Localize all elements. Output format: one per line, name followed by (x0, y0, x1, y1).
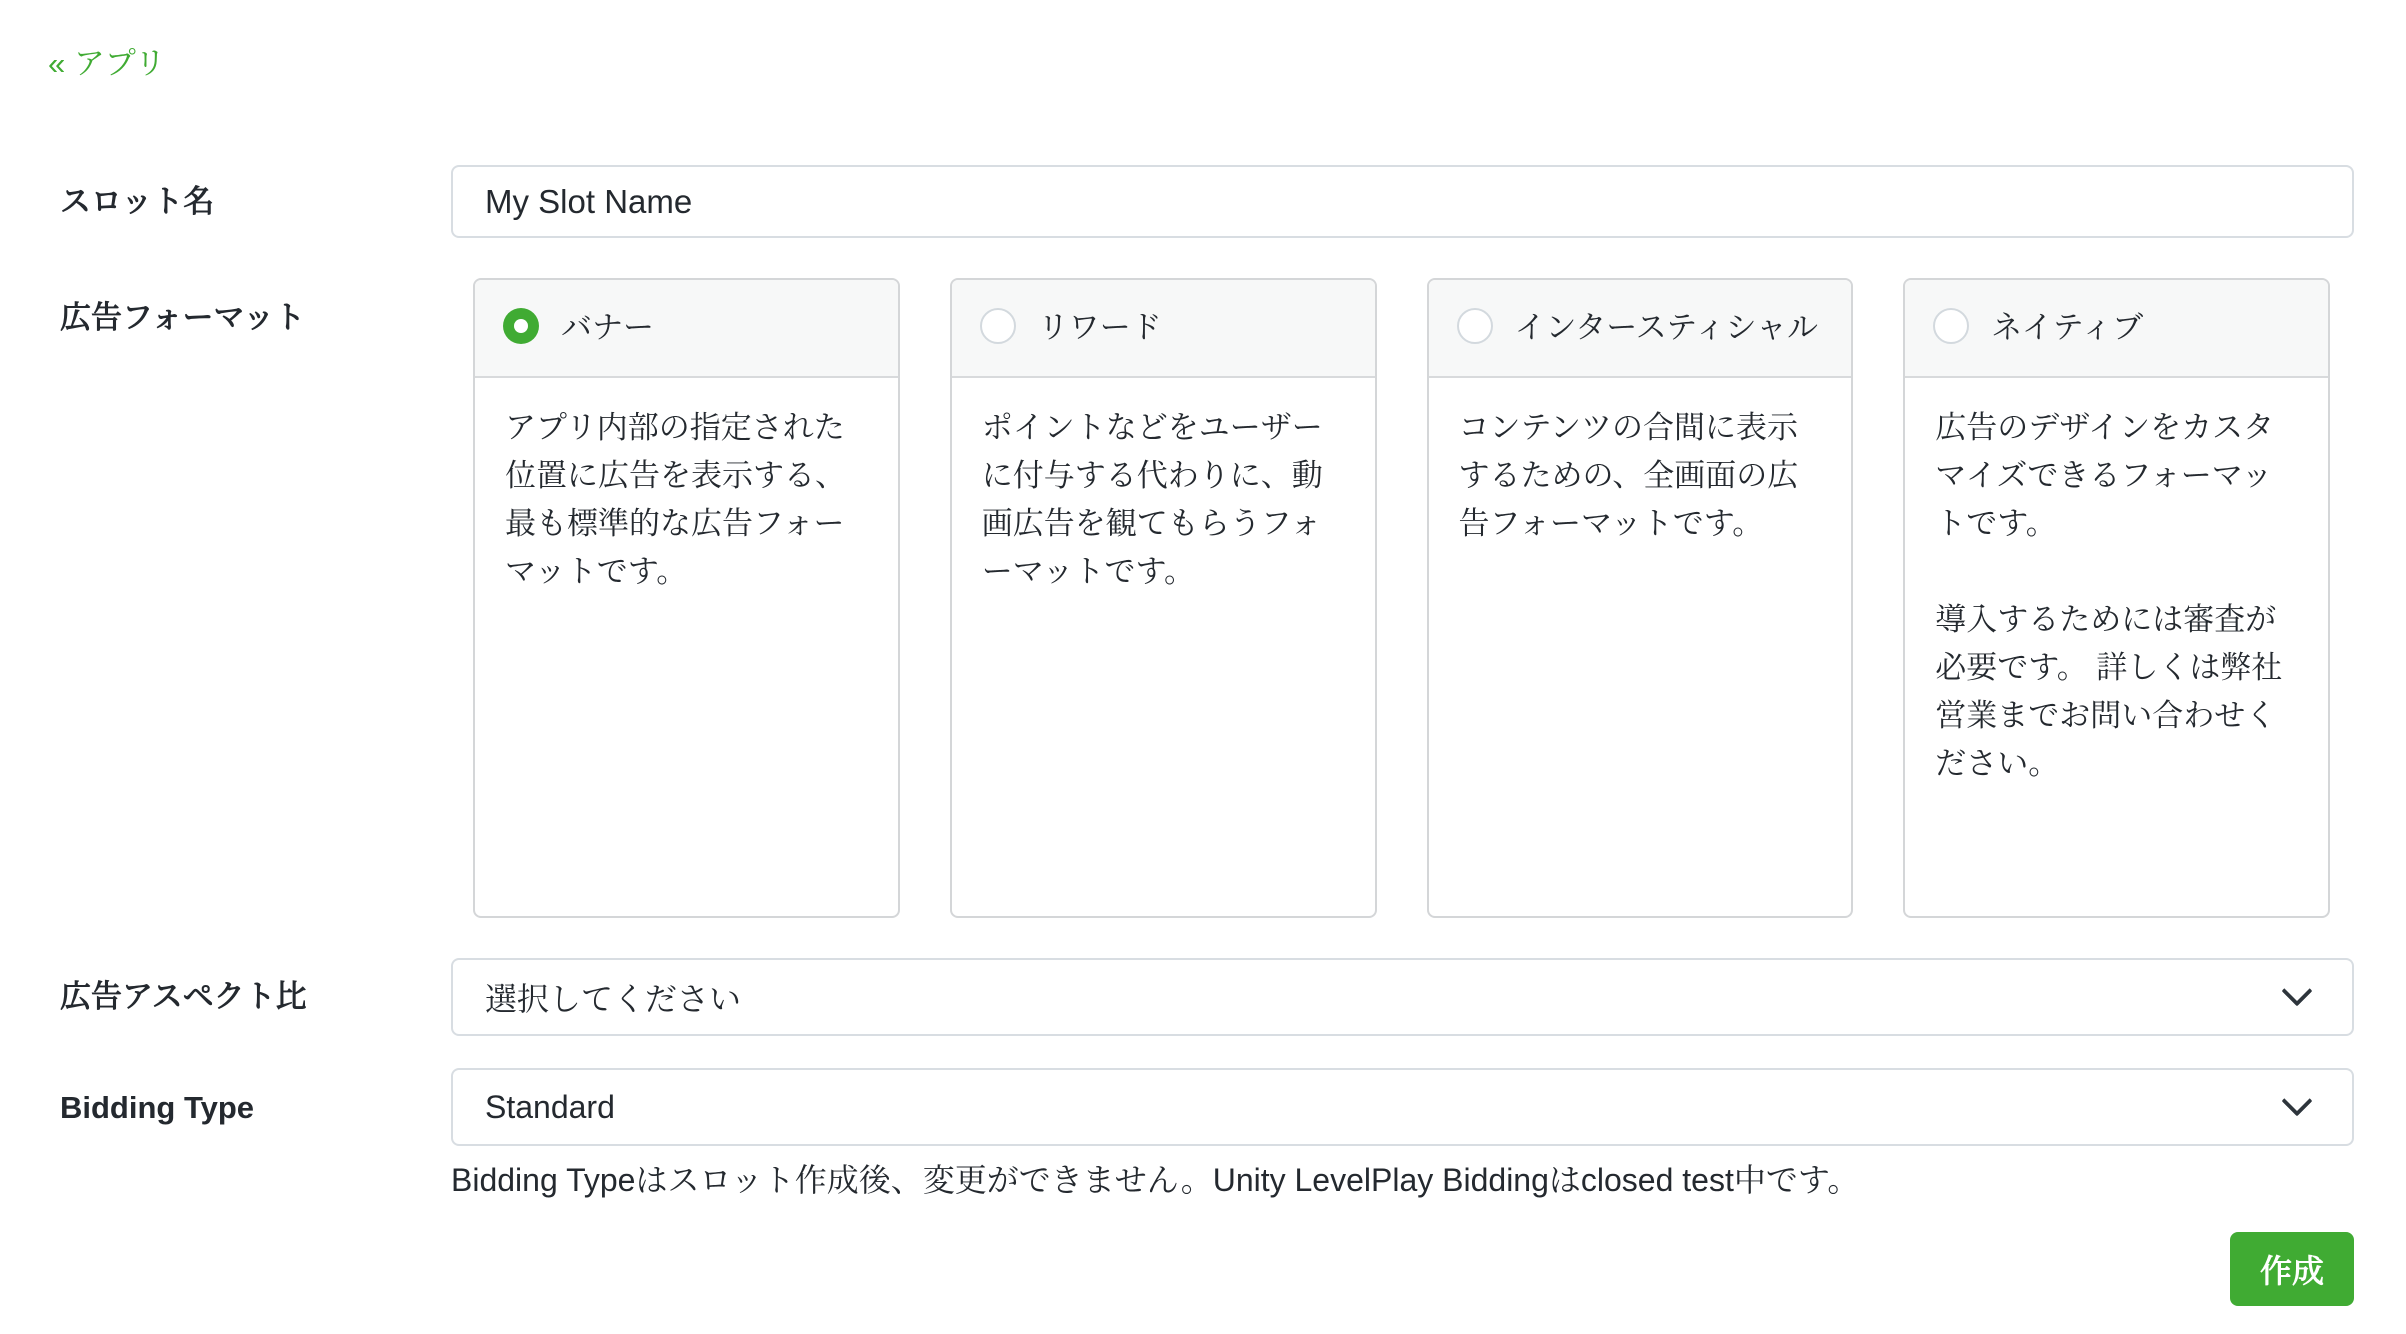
format-card-interstitial-title: インタースティシャル (1514, 310, 1818, 345)
aspect-ratio-row (0, 958, 2406, 1036)
ad-format-row (0, 278, 2406, 918)
format-card-banner-title: バナー (561, 310, 654, 345)
format-card-native-header[interactable] (1905, 280, 2328, 378)
form-actions (0, 1232, 2406, 1306)
bidding-type-selected-value: Standard (485, 1088, 615, 1125)
bidding-type-select[interactable] (451, 1068, 2354, 1146)
ad-format-label: 広告フォーマット (60, 300, 306, 335)
slot-name-input[interactable] (451, 165, 2354, 238)
format-card-reward-description (952, 378, 1375, 622)
bidding-type-note: Bidding Typeはスロット作成後、変更ができません。Unity LevelPlay Biddingはclosed test中です。 (451, 1162, 1860, 1198)
radio-reward-icon[interactable] (980, 308, 1016, 344)
aspect-ratio-label: 広告アスペクト比 (60, 979, 307, 1014)
format-card-interstitial[interactable] (1427, 278, 1854, 918)
format-card-banner[interactable] (473, 278, 900, 918)
format-card-native-title: ネイティブ (1991, 310, 2144, 345)
aspect-ratio-selected-value: 選択してください (485, 981, 742, 1017)
bidding-type-row (0, 1068, 2406, 1202)
format-card-native-text-2: 導入するためには審査が必要です。 詳しくは弊社営業までお問い合わせください。 (1935, 602, 2283, 781)
slot-name-label: スロット名 (60, 183, 215, 219)
format-card-native[interactable] (1903, 278, 2330, 918)
format-card-reward-header[interactable] (952, 280, 1375, 378)
ad-format-cards (473, 278, 2330, 918)
slot-name-row (0, 165, 2406, 238)
format-card-native-description (1905, 378, 2328, 814)
format-card-banner-description (475, 378, 898, 622)
aspect-ratio-select[interactable] (451, 958, 2354, 1036)
format-card-reward[interactable] (950, 278, 1377, 918)
format-card-reward-title: リワード (1037, 310, 1162, 345)
radio-banner-icon[interactable] (503, 308, 539, 344)
format-card-banner-text: アプリ内部の指定された位置に広告を表示する、最も標準的な広告フォーマットです。 (505, 410, 846, 589)
radio-interstitial-icon[interactable] (1457, 308, 1493, 344)
format-card-banner-header[interactable] (475, 280, 898, 378)
format-card-interstitial-description (1429, 378, 1852, 574)
create-button[interactable]: 作成 (2230, 1232, 2354, 1306)
format-card-native-text-1: 広告のデザインをカスタマイズできるフォーマットです。 (1935, 410, 2275, 541)
format-card-reward-text: ポイントなどをユーザーに付与する代わりに、動画広告を観てもらうフォーマットです。 (981, 410, 1323, 589)
format-card-interstitial-header[interactable] (1429, 280, 1852, 378)
bidding-type-label: Bidding Type (60, 1090, 255, 1125)
format-card-interstitial-text: コンテンツの合間に表示するための、全画面の広告フォーマットです。 (1458, 410, 1799, 541)
radio-native-icon[interactable] (1933, 308, 1969, 344)
chevron-down-icon (2281, 975, 2312, 1006)
chevron-down-icon (2281, 1085, 2312, 1116)
back-to-apps-link[interactable]: « アプリ (48, 46, 166, 81)
